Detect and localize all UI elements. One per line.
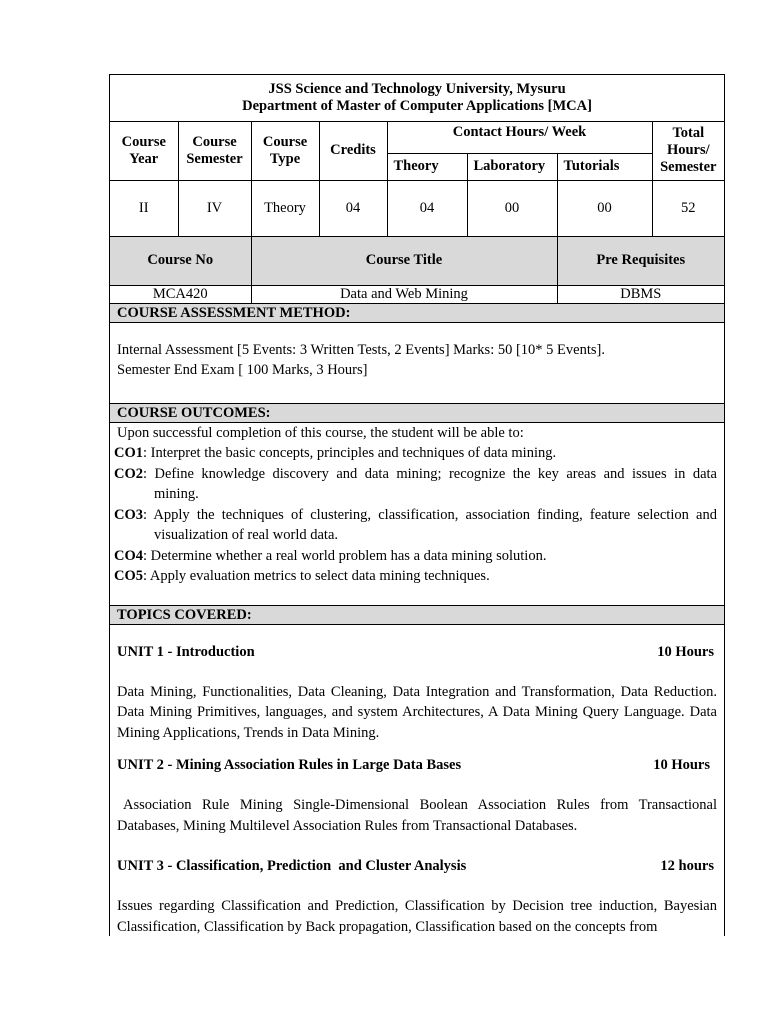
assessment-heading: COURSE ASSESSMENT METHOD: [110,304,724,323]
outcome-item: CO4: Determine whether a real world problem has a data mining solution. [114,547,547,564]
course-title-value: Data and Web Mining [251,285,557,303]
pre-requisites-header: Pre Requisites [557,236,724,285]
outcome-item-cont: visualization of real world data. [154,527,339,543]
value-course-year: II [110,180,178,236]
unit-hours: 12 hours [660,858,714,874]
course-info-table [110,75,724,304]
topics-heading: TOPICS COVERED: [110,605,724,625]
unit-content: Association Rule Mining Single-Dimensional Boolean Association Rules from Transactional Databases, Mining Multilevel Association Rules from Transactional Databases. [117,797,717,834]
unit-header [110,642,724,662]
header-title [110,75,724,121]
unit-title: UNIT 3 - Classification, Prediction and Cluster Analysis [117,858,467,874]
col-credits: Credits [319,121,387,180]
value-theory: 04 [387,180,467,236]
assessment-line-1: Internal Assessment [5 Events: 3 Written Tests, 2 Events] Marks: 50 [10* 5 Events]. [117,341,605,358]
value-tutorials: 00 [557,180,652,236]
col-course-type: Course Type [251,121,319,180]
outcomes-heading: COURSE OUTCOMES: [110,403,724,423]
unit-content: Data Mining, Functionalities, Data Cleaning, Data Integration and Transformation, Data Reduction. Data Mining Primitives, languages, and system Architectures, A Data Mining Query Language. Data Mining Applications, Trends in Data Mining. [117,683,717,741]
unit-header [110,856,724,876]
unit-title: UNIT 2 - Mining Association Rules in Large Data Bases [117,757,462,773]
value-credits: 04 [319,180,387,236]
topics-section [110,625,724,938]
col-theory: Theory [387,153,467,180]
course-title-header: Course Title [251,236,557,285]
university-name: JSS Science and Technology University, Mysuru [268,80,566,97]
value-total-hours: 52 [652,180,724,236]
outcome-item: CO3: Apply the techniques of clustering, classification, association finding, feature selection and [114,506,717,523]
outcome-item: CO1: Interpret the basic concepts, principles and techniques of data mining. [114,445,557,461]
outcomes-intro: Upon successful completion of this course, the student will be able to: [117,424,524,441]
unit-hours: 10 Hours [657,643,714,660]
outcomes-section [110,423,724,605]
assessment-line-2: Semester End Exam [ 100 Marks, 3 Hours] [117,362,368,378]
col-total-hours: Total Hours/ Semester [652,121,724,180]
col-laboratory: Laboratory [467,153,557,180]
outcome-item: CO5: Apply evaluation metrics to select data mining techniques. [114,568,490,584]
course-no-value: MCA420 [110,285,251,303]
assessment-section [110,323,724,403]
col-tutorials: Tutorials [557,153,652,180]
pre-requisites-value: DBMS [557,285,724,303]
unit-content: Issues regarding Classification and Prediction, Classification by Decision tree induction, Bayesian Classification, Classification by Back propagation, Classification based on the concepts from [117,898,717,935]
col-course-semester: Course Semester [178,121,251,180]
course-no-header: Course No [110,236,251,285]
value-course-semester: IV [178,180,251,236]
course-document [109,74,725,936]
unit-hours: 10 Hours [653,757,710,773]
col-contact-hours: Contact Hours/ Week [387,121,652,153]
unit-title: UNIT 1 - Introduction [117,643,255,660]
department-name: Department of Master of Computer Applications [MCA] [242,97,592,114]
unit-header [110,755,724,775]
col-course-year: Course Year [110,121,178,180]
outcome-item-cont: mining. [154,486,199,502]
outcome-item: CO2: Define knowledge discovery and data mining; recognize the key areas and issues in data [114,465,717,482]
value-course-type: Theory [251,180,319,236]
value-laboratory: 00 [467,180,557,236]
